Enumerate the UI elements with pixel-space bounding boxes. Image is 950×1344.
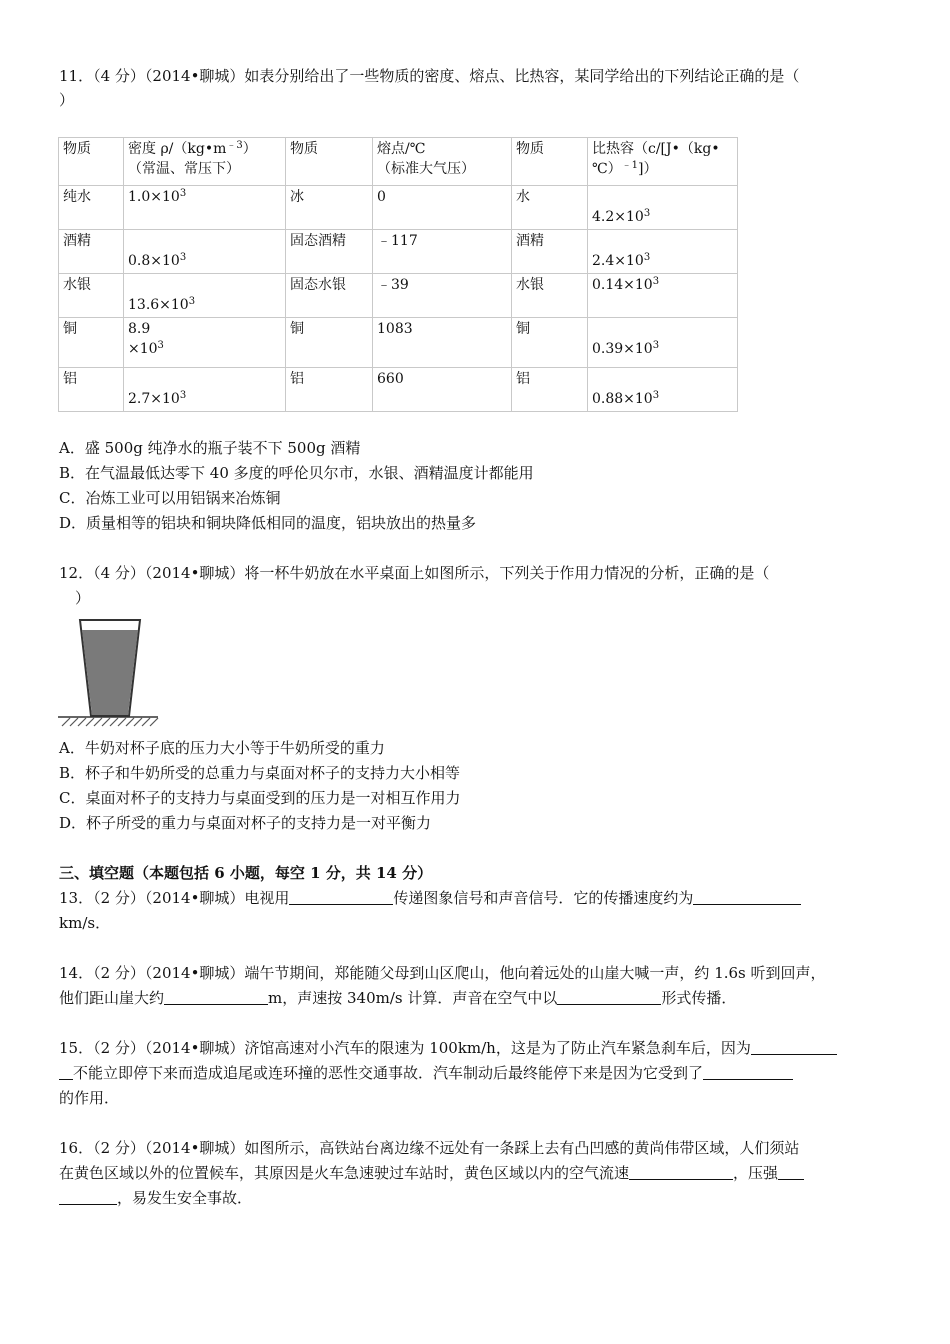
table-cell: 0 <box>373 186 512 230</box>
table-cell: 660 <box>373 368 512 412</box>
q15-line3: 的作用． <box>59 1089 120 1107</box>
q14-line1: 14．（2 分）（2014•聊城）端午节期间，郑能随父母到山区爬山，他向着远处的山崖大喊一声，约 1.6s 听到回声， <box>59 964 826 982</box>
table-header-cell: 物质 <box>286 138 373 186</box>
answer-blank[interactable] <box>557 990 661 1005</box>
table-header-cell: 密度 $\rho/(kg•m^{﹣3})$ （常温、常压下） <box>124 138 286 186</box>
milk-cup-figure <box>58 618 162 730</box>
answer-blank[interactable] <box>751 1040 837 1055</box>
table-cell: $0.39\times 10^3$ <box>588 318 738 368</box>
answer-blank[interactable] <box>629 1165 733 1180</box>
table-cell: $0.88\times 10^3$ <box>588 368 738 412</box>
table-cell: 铜 <box>286 318 373 368</box>
q14-line2: 他们距山崖大约 m，声速按 340m/s 计算．声音在空气中以 形式传播． <box>59 989 737 1007</box>
answer-blank-continued[interactable] <box>59 1190 117 1205</box>
table-cell: 冰 <box>286 186 373 230</box>
table-cell: 水 <box>512 186 588 230</box>
table-cell: $1.0\times 10^3$ <box>124 186 286 230</box>
table-cell: 8.9 $\times 10^3$ <box>124 318 286 368</box>
q15-line1: 15．（2 分）（2014•聊城）济馆高速对小汽车的限速为 100km/h，这是为了防止汽车紧急刹车后，因为 <box>59 1038 837 1058</box>
table-row <box>59 274 738 318</box>
q13-line1: 13．（2 分）（2014•聊城）电视用 传递图象信号和声音信号．它的传播速度约为 <box>59 888 801 908</box>
table-header-row <box>59 138 738 186</box>
q16-line3: ，易发生安全事故． <box>59 1188 252 1208</box>
q12-option-a: A．牛奶对杯子底的压力大小等于牛奶所受的重力 <box>59 739 385 757</box>
q13-line2: km/s． <box>59 914 111 932</box>
q11-stem-line1: 11．（4 分）（2014•聊城）如表分别给出了一些物质的密度、熔点、比热容，某同学给出的下列结论正确的是（ <box>59 67 800 85</box>
q11-stem-line2: ） <box>59 91 75 109</box>
table-cell: ﹣117 <box>373 230 512 274</box>
table-cell: 铝 <box>512 368 588 412</box>
q16-line2: 在黄色区域以外的位置候车，其原因是火车急速驶过车站时，黄色区域以内的空气流速 ，压强 <box>59 1163 804 1183</box>
properties-table <box>58 137 738 412</box>
table-header-cell: 比热容（c/[J•（kg• ℃）$^{﹣1}$]） <box>588 138 738 186</box>
answer-blank[interactable] <box>164 990 268 1005</box>
table-cell: 铝 <box>286 368 373 412</box>
table-cell: 纯水 <box>59 186 124 230</box>
table-cell: 固态水银 <box>286 274 373 318</box>
table-cell: $0.8\times 10^3$ <box>124 230 286 274</box>
answer-blank-continued[interactable] <box>59 1065 73 1080</box>
q11-option-c: C．冶炼工业可以用铝锅来冶炼铜 <box>59 489 281 507</box>
table-cell: $4.2\times 10^3$ <box>588 186 738 230</box>
table-cell: 铜 <box>512 318 588 368</box>
table-row <box>59 186 738 230</box>
table-row <box>59 368 738 412</box>
table-cell: 酒精 <box>512 230 588 274</box>
table-row <box>59 230 738 274</box>
q15-line2: 不能立即停下来而造成追尾或连环撞的恶性交通事故．汽车制动后最终能停下来是因为它受到了 <box>59 1063 793 1083</box>
table-cell: 1083 <box>373 318 512 368</box>
table-cell: 酒精 <box>59 230 124 274</box>
answer-blank[interactable] <box>703 1065 793 1080</box>
table-cell: 铝 <box>59 368 124 412</box>
answer-blank[interactable] <box>289 890 393 905</box>
q12-stem-line2: ） <box>75 589 91 607</box>
q12-option-d: D．杯子所受的重力与桌面对杯子的支持力是一对平衡力 <box>59 814 432 832</box>
table-header-cell: 物质 <box>512 138 588 186</box>
table-cell: 水银 <box>59 274 124 318</box>
q12-option-b: B．杯子和牛奶所受的总重力与桌面对杯子的支持力大小相等 <box>59 764 461 782</box>
q12-stem-line1: 12．（4 分）（2014•聊城）将一杯牛奶放在水平桌面上如图所示，下列关于作用力情况的分析，正确的是（ <box>59 564 770 582</box>
surface-hatching <box>62 718 158 726</box>
table-cell: $13.6\times 10^3$ <box>124 274 286 318</box>
table-row <box>59 318 738 368</box>
table-header-cell: 物质 <box>59 138 124 186</box>
q11-option-d: D．质量相等的铝块和铜块降低相同的温度，铝块放出的热量多 <box>59 514 477 532</box>
table-cell: $0.14\times 10^3$ <box>588 274 738 318</box>
answer-blank[interactable] <box>778 1165 804 1180</box>
table-cell: 铜 <box>59 318 124 368</box>
q11-option-a: A．盛 500g 纯净水的瓶子装不下 500g 酒精 <box>59 439 361 457</box>
table-cell: 固态酒精 <box>286 230 373 274</box>
q16-line1: 16．（2 分）（2014•聊城）如图所示，高铁站台离边缘不远处有一条踩上去有凸凹感的黄尚伟带区域，人们须站 <box>59 1139 800 1157</box>
section-heading: 三、填空题（本题包括 6 小题，每空 1 分，共 14 分） <box>59 864 433 882</box>
answer-blank[interactable] <box>693 890 801 905</box>
q11-option-b: B．在气温最低达零下 40 多度的呼伦贝尔市，水银、酒精温度计都能用 <box>59 464 534 482</box>
table-cell: $2.7\times 10^3$ <box>124 368 286 412</box>
table-cell: $2.4\times 10^3$ <box>588 230 738 274</box>
table-cell: ﹣39 <box>373 274 512 318</box>
q12-option-c: C．桌面对杯子的支持力与桌面受到的压力是一对相互作用力 <box>59 789 461 807</box>
table-cell: 水银 <box>512 274 588 318</box>
table-header-cell: 熔点/℃ （标准大气压） <box>373 138 512 186</box>
